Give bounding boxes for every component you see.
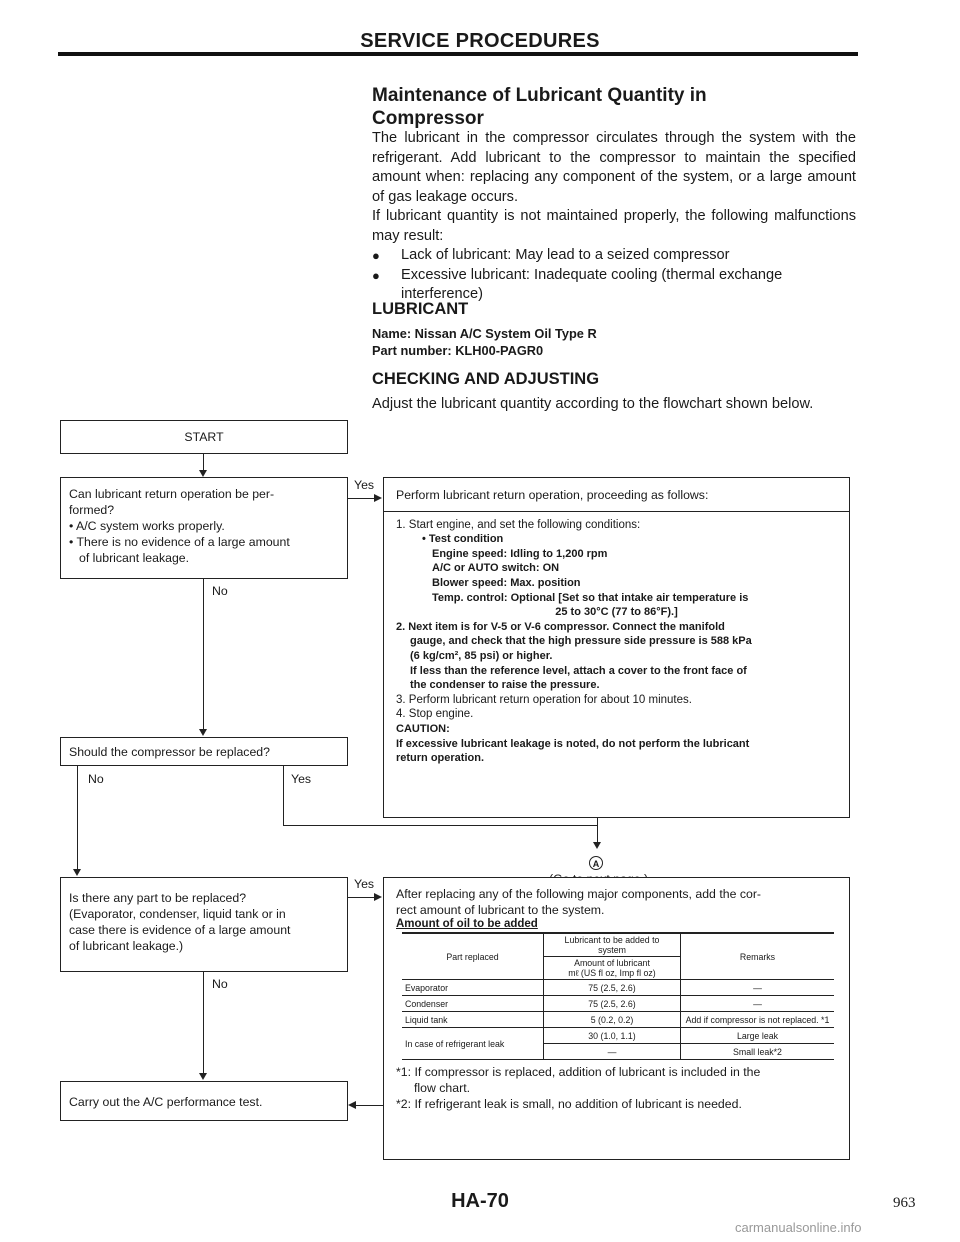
checking-text: Adjust the lubricant quantity according to the flowchart shown below. [372,396,814,412]
connector-line [203,972,204,1074]
arrow-down-icon [73,869,81,876]
intro-paragraph-1: The lubricant in the compressor circulates through the system with the refrigerant. Add lubricant to the compressor to maintain the specified amount when: replacing any component of the system, or a large amount of gas leakage occurs. [372,130,856,205]
table-header: Lubricant to be added to system [544,933,681,957]
connector-line [203,579,204,729]
lubricant-heading: LUBRICANT [372,300,469,318]
connector-line [283,825,597,826]
lubricant-return-procedure-box: Perform lubricant return operation, proceeding as follows: 1. Start engine, and set the following conditions: • Test condition Engine speed: Idling to 1,200 rpm A/C or AUTO switch: ON Blower speed: Max. position Temp. control: Optional [Set so that intake air temperature is 25 to 30°C (77 to 86°F).] 2. Next item is for V-5 or V-6 compressor. Connect the manifold gauge, and check that the high pressure side pressure is 588 kPa (6 kg/cm², 85 psi) or higher. If less than the reference level, attach a cover to the front face of the condenser to raise the pressure. 3. Perform lubricant return operation for about 10 minutes. 4. Stop engine. CAUTION: If excessive lubricant leakage is noted, do not perform the lubricant return operation. [383,477,850,818]
table-row: Liquid tank 5 (0.2, 0.2) Add if compressor is not replaced. *1 [402,1012,834,1028]
intro-text [372,129,856,246]
table-row: In case of refrigerant leak 30 (1.0, 1.1) Large leak [402,1028,834,1044]
connector-line [77,766,78,869]
footnote-1: *1: If compressor is replaced, addition of lubricant is included in the flow chart. [396,1065,761,1095]
connector-line [356,1105,383,1106]
oil-amount-table [402,932,834,1060]
section-title-line2: Compressor [372,108,484,129]
connector-line [348,498,374,499]
connector-a-icon: A [589,856,603,870]
table-header: Part replaced [402,933,544,980]
table-header: Remarks [681,933,835,980]
list-item: interference) [401,286,483,302]
list-item: ● Lack of lubricant: May lead to a seized compressor [372,247,730,263]
section-title-line1: Maintenance of Lubricant Quantity in [372,85,707,106]
no-label: No [88,772,104,786]
table-row: Condenser 75 (2.5, 2.6) — [402,996,834,1012]
arrow-right-icon [374,893,382,901]
no-label: No [212,584,228,598]
table-header: Amount of lubricant mℓ (US fl oz, Imp fl oz) [544,957,681,980]
arrow-right-icon [374,494,382,502]
start-box: START [60,420,348,454]
arrow-down-icon [199,1073,207,1080]
footnote-2: *2: If refrigerant leak is small, no addition of lubricant is needed. [396,1097,742,1111]
connector-line [348,897,374,898]
yes-label: Yes [291,772,312,786]
oil-table-title: Amount of oil to be added [396,918,538,930]
ac-performance-test-box: Carry out the A/C performance test. [60,1081,348,1121]
intro-paragraph-2: If lubricant quantity is not maintained properly, the following malfunctions may result: [372,208,856,244]
arrow-down-icon [199,470,207,477]
table-row: Evaporator 75 (2.5, 2.6) — [402,980,834,996]
lubricant-part-number: Part number: KLH00-PAGR0 [372,343,544,358]
yes-label: Yes [354,877,375,891]
section-title [372,84,852,130]
checking-heading: CHECKING AND ADJUSTING [372,370,600,388]
lubricant-add-amount-box: After replacing any of the following major components, add the cor- rect amount of lubricant to the system. Amount of oil to be added Part replaced Lubricant to be added to system Remarks Amount of lubricant mℓ (US fl oz, Imp fl oz) Evaporator 75 (2.5, 2.6) — Condenser 75 (2.5, 2.6) — Liquid tank 5 (0.2, 0.2) Add if compressor is not replaced. *1 In case of refrigerant leak 30 (1.0, 1.1) Large leak — Small leak*2 *1: If compressor is replaced, addition of lubricant is included in the flow chart. *2: If refrigerant leak is small, no addition of lubricant is needed. [383,877,850,1160]
page-number: 963 [893,1195,916,1211]
page-header-title: SERVICE PROCEDURES [360,30,600,52]
question-lubricant-return-box: Can lubricant return operation be per- formed? • A/C system works properly. • There is no evidence of a large amount of lubricant leakage. [60,477,348,579]
lubricant-name: Name: Nissan A/C System Oil Type R [372,326,597,341]
connector-line [597,818,598,843]
connector-line [283,766,284,825]
arrow-down-icon [593,842,601,849]
watermark: carmanualsonline.info [735,1220,862,1235]
table-row: — Small leak*2 [402,1044,834,1060]
page-code: HA-70 [451,1190,509,1212]
no-label: No [212,977,228,991]
header-rule [58,52,858,56]
arrow-down-icon [199,729,207,736]
question-compressor-replace-box: Should the compressor be replaced? [60,737,348,766]
question-part-replace-box: Is there any part to be replaced? (Evaporator, condenser, liquid tank or in case there is evidence of a large amount of lubricant leakage.) [60,877,348,972]
list-item: ● Excessive lubricant: Inadequate cooling (thermal exchange [372,266,783,283]
connector-line [203,454,204,471]
yes-label: Yes [354,478,375,492]
arrow-left-icon [348,1101,356,1109]
malfunction-list [372,246,856,305]
